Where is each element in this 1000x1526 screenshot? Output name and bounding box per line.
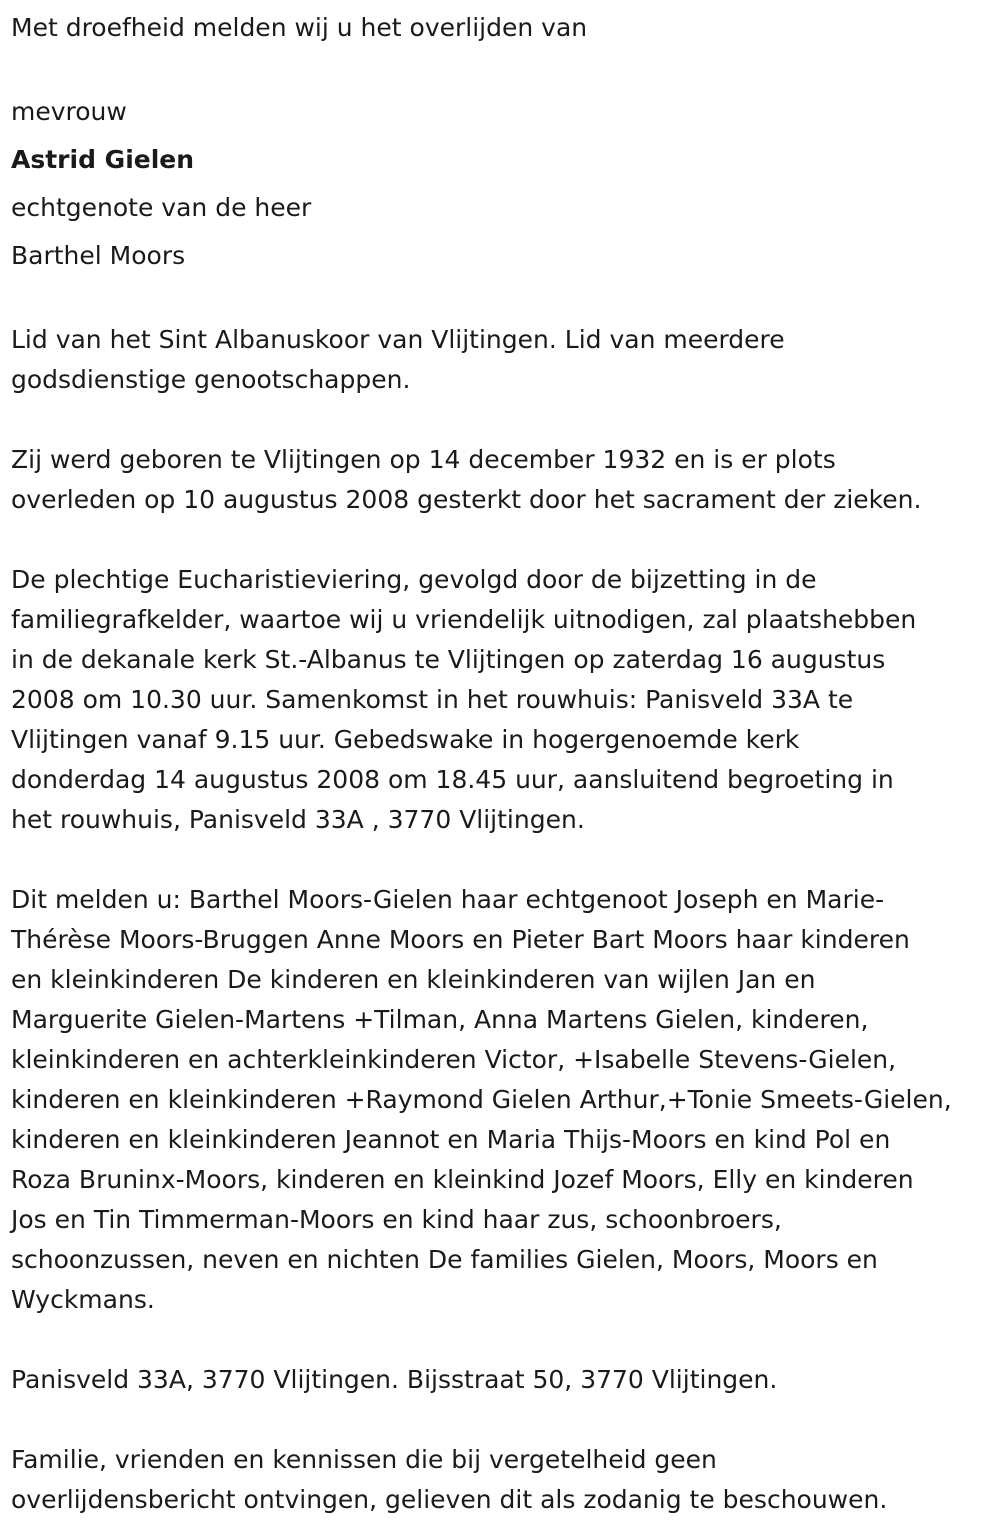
text-line: en kleinkinderen De kinderen en kleinkinderen van wijlen Jan en: [11, 965, 816, 994]
text-line: De plechtige Eucharistieviering, gevolgd door de bijzetting in de: [11, 565, 817, 594]
life-paragraph: [11, 440, 989, 520]
deceased-name: Astrid Gielen: [11, 145, 195, 174]
membership-paragraph: [11, 320, 989, 400]
addresses-paragraph: [11, 1360, 989, 1400]
deceased-title: mevrouw: [11, 97, 127, 126]
text-line: Wyckmans.: [11, 1285, 155, 1314]
text-line: 2008 om 10.30 uur. Samenkomst in het rouwhuis: Panisveld 33A te: [11, 685, 854, 714]
text-line: overlijdensbericht ontvingen, gelieven dit als zodanig te beschouwen.: [11, 1485, 888, 1514]
text-line: Familie, vrienden en kennissen die bij vergetelheid geen: [11, 1445, 717, 1474]
text-line: Roza Bruninx-Moors, kinderen en kleinkind Jozef Moors, Elly en kinderen: [11, 1165, 914, 1194]
intro-text: Met droefheid melden wij u het overlijden van: [11, 13, 588, 42]
deceased-block: [11, 88, 989, 280]
text-line: godsdienstige genootschappen.: [11, 365, 411, 394]
text-line: Vlijtingen vanaf 9.15 uur. Gebedswake in hogergenoemde kerk: [11, 725, 800, 754]
text-line: Zij werd geboren te Vlijtingen op 14 december 1932 en is er plots: [11, 445, 836, 474]
text-line: schoonzussen, neven en nichten De families Gielen, Moors, Moors en: [11, 1245, 878, 1274]
closing-paragraph: [11, 1440, 989, 1520]
text-line: Marguerite Gielen-Martens +Tilman, Anna Martens Gielen, kinderen,: [11, 1005, 869, 1034]
text-line: Thérèse Moors-Bruggen Anne Moors en Pieter Bart Moors haar kinderen: [11, 925, 910, 954]
text-line: Jos en Tin Timmerman-Moors en kind haar zus, schoonbroers,: [11, 1205, 782, 1234]
text-line: kleinkinderen en achterkleinkinderen Victor, +Isabelle Stevens-Gielen,: [11, 1045, 897, 1074]
text-line: in de dekanale kerk St.-Albanus te Vlijtingen op zaterdag 16 augustus: [11, 645, 886, 674]
text-line: het rouwhuis, Panisveld 33A , 3770 Vlijtingen.: [11, 805, 585, 834]
text-line: Panisveld 33A, 3770 Vlijtingen. Bijsstraat 50, 3770 Vlijtingen.: [11, 1365, 778, 1394]
deceased-relation: echtgenote van de heer: [11, 193, 312, 222]
text-line: Lid van het Sint Albanuskoor van Vlijtingen. Lid van meerdere: [11, 325, 785, 354]
text-line: Dit melden u: Barthel Moors-Gielen haar echtgenoot Joseph en Marie-: [11, 885, 885, 914]
text-line: familiegrafkelder, waartoe wij u vriendelijk uitnodigen, zal plaatshebben: [11, 605, 917, 634]
text-line: overleden op 10 augustus 2008 gesterkt door het sacrament der zieken.: [11, 485, 922, 514]
ceremony-paragraph: [11, 560, 989, 840]
text-line: donderdag 14 augustus 2008 om 18.45 uur, aansluitend begroeting in: [11, 765, 894, 794]
text-line: kinderen en kleinkinderen +Raymond Gielen Arthur,+Tonie Smeets-Gielen,: [11, 1085, 952, 1114]
text-line: kinderen en kleinkinderen Jeannot en Maria Thijs-Moors en kind Pol en: [11, 1125, 891, 1154]
deceased-spouse: Barthel Moors: [11, 241, 186, 270]
family-paragraph: [11, 880, 989, 1320]
